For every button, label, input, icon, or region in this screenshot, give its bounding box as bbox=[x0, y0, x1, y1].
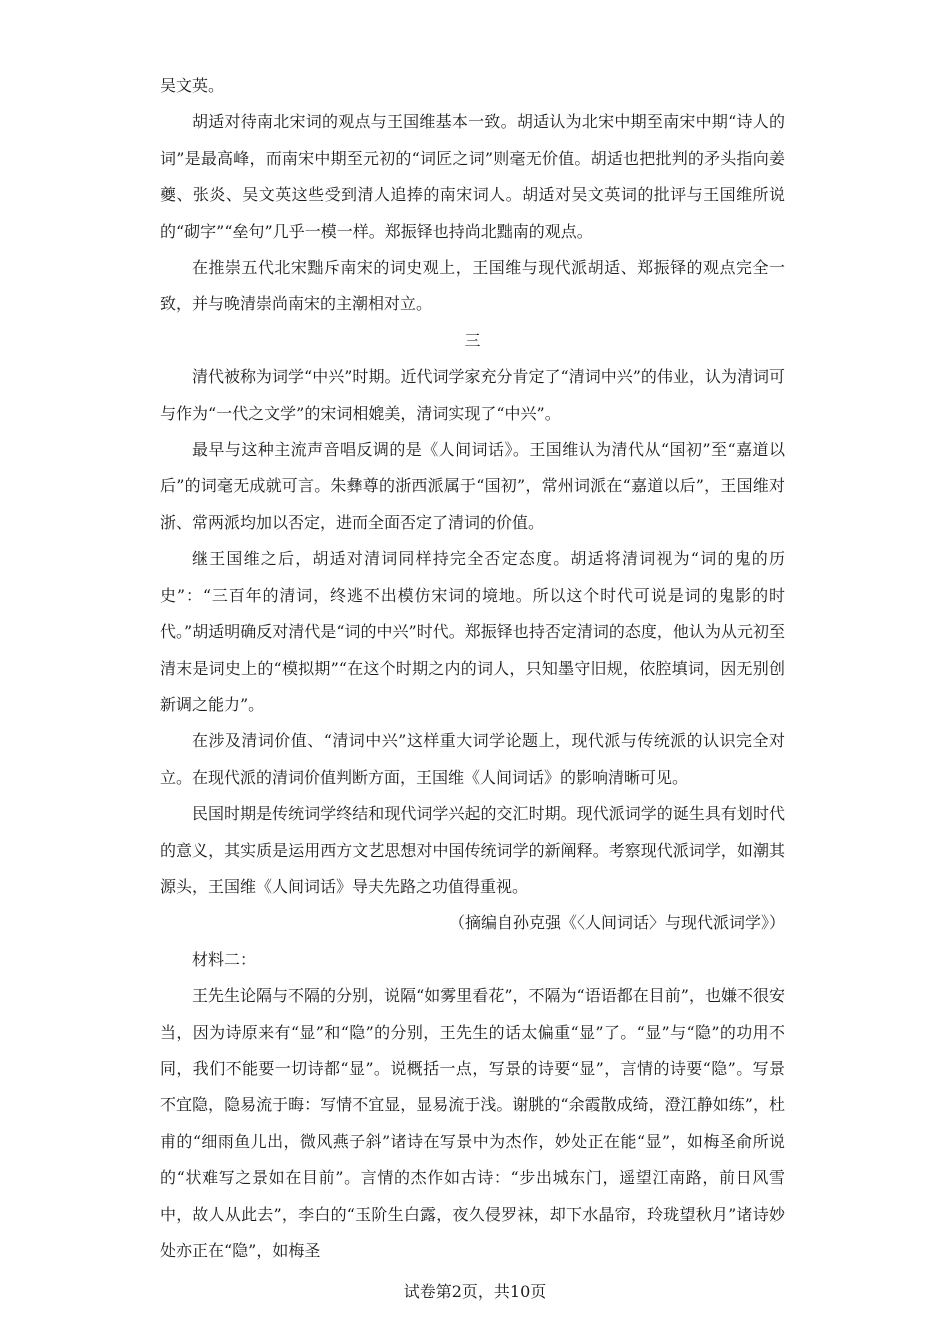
section-heading: 三 bbox=[464, 330, 481, 350]
paragraph: 继王国维之后，胡适对清词同样持完全否定态度。胡适将清词视为“词的鬼的历史”：“三百年的清词，终逃不出模仿宋词的境地。所以这个时代可说是词的鬼影的时代。”胡适明确反对清代是“词的中兴”时代。郑振铎也持否定清词的态度，他认为从元初至清末是词史上的“模拟期”“在这个时期之内的词人，只知墨守旧规，依腔填词，因无别创新调之能力”。 bbox=[160, 549, 785, 714]
material-label: 材料二： bbox=[192, 949, 257, 969]
page-indicator: 试卷第2页，共10页 bbox=[403, 1282, 547, 1301]
paragraph: 王先生论隔与不隔的分别，说隔“如雾里看花”，不隔为“语语都在目前”，也嫌不很安当，因为诗原来有“显”和“隐”的分别，王先生的话太偏重“显”了。“显”与“隐”的功用不同，我们不能要一切诗都“显”。说概括一点，写景的诗要“显”，言情的诗要“隐”。写景不宜隐，隐易流于晦：写情不宜显，显易流于浅。谢朓的“余霞散成绮，澄江静如练”，杜甫的“细雨鱼儿出，微风燕子斜”诸诗在写景中为杰作，妙处正在能“显”，如梅圣俞所说的“状难写之景如在目前”。言情的杰作如古诗：“步出城东门，遥望江南路，前日风雪中，故人从此去”，李白的“玉阶生白露，夜久侵罗袜，却下水晶帘，玲珑望秋月”诸诗妙处亦正在“隐”，如梅圣 bbox=[160, 986, 785, 1260]
document-body bbox=[160, 68, 785, 1269]
paragraph: 最早与这种主流声音唱反调的是《人间词话》。王国维认为清代从“国初”至“嘉道以后”的词毫无成就可言。朱彝尊的浙西派属于“国初”，常州词派在“嘉道以后”，王国维对浙、常两派均加以否定，进而全面否定了清词的价值。 bbox=[160, 440, 785, 532]
paragraph: 胡适对待南北宋词的观点与王国维基本一致。胡适认为北宋中期至南宋中期“诗人的词”是最高峰，而南宋中期至元初的“词匠之词”则毫无价值。胡适也把批判的矛头指向姜夔、张炎、吴文英这些受到清人追捧的南宋词人。胡适对吴文英词的批评与王国维所说的“砌字”“垒句”几乎一模一样。郑振铎也持尚北黜南的观点。 bbox=[160, 112, 785, 241]
paragraph: 民国时期是传统词学终结和现代词学兴起的交汇时期。现代派词学的诞生具有划时代的意义，其实质是运用西方文艺思想对中国传统词学的新阐释。考察现代派词学，如潮其源头，王国维《人间词话》导夫先路之功值得重视。 bbox=[160, 804, 785, 896]
source-note: （摘编自孙克强《〈人间词话〉与现代派词学》） bbox=[448, 913, 785, 933]
paragraph: 在推崇五代北宋黜斥南宋的词史观上，王国维与现代派胡适、郑振铎的观点完全一致，并与晚清崇尚南宋的主潮相对立。 bbox=[160, 258, 785, 314]
lead-line: 吴文英。 bbox=[160, 76, 225, 95]
paragraph: 在涉及清词价值、“清词中兴”这样重大词学论题上，现代派与传统派的认识完全对立。在现代派的清词价值判断方面，王国维《人间词话》的影响清晰可见。 bbox=[160, 731, 785, 787]
paragraph: 清代被称为词学“中兴”时期。近代词学家充分肯定了“清词中兴”的伟业，认为清词可与作为“一代之文学”的宋词相媲美，清词实现了“中兴”。 bbox=[160, 367, 785, 423]
